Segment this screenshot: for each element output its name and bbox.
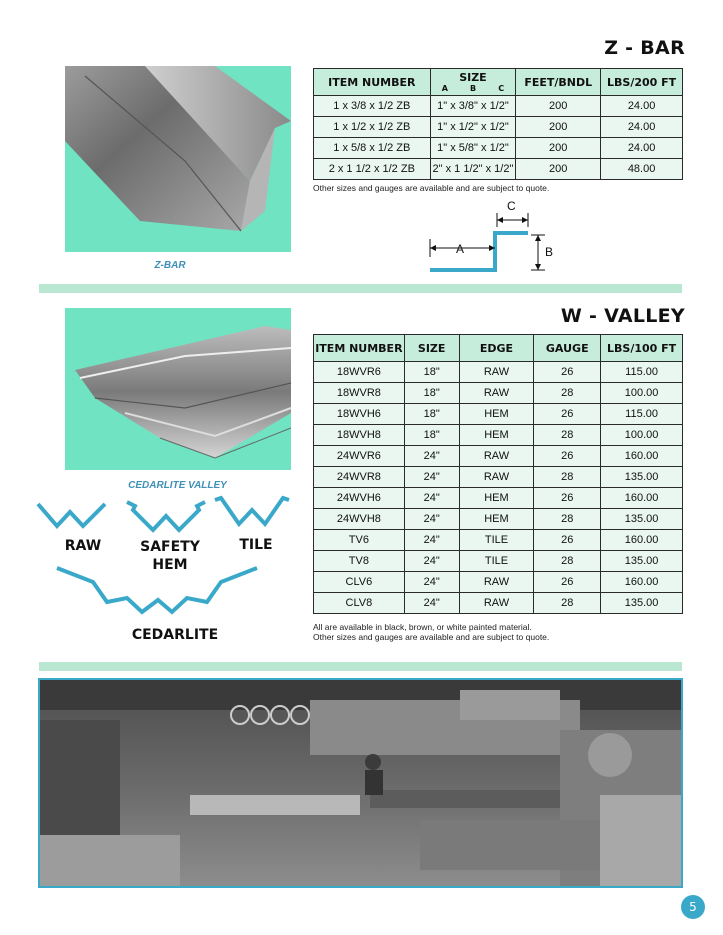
wvalley-size-cell: 24" [404, 488, 459, 509]
safety-hem-profile-shape [127, 502, 205, 530]
zbar-col-feet: FEET/BNDL [516, 69, 601, 96]
workshop-photo [38, 678, 683, 888]
wvalley-gauge-cell: 28 [534, 593, 601, 614]
table-row [314, 159, 683, 180]
wvalley-caption: CEDARLITE VALLEY [128, 480, 227, 491]
zbar-product-image [65, 66, 291, 252]
zbar-col-size-c: C [498, 83, 505, 93]
table-row [314, 551, 683, 572]
wvalley-item-cell: CLV6 [314, 572, 405, 593]
zbar-lbs-cell: 24.00 [601, 96, 683, 117]
wvalley-col-edge: EDGE [459, 335, 534, 362]
wvalley-gauge-cell: 26 [534, 404, 601, 425]
wvalley-lbs-cell: 115.00 [601, 362, 683, 383]
tile-label: TILE [239, 537, 273, 553]
wvalley-size-cell: 24" [404, 467, 459, 488]
raw-label: RAW [64, 538, 102, 554]
wvalley-col-size: SIZE [404, 335, 459, 362]
safety-label: SAFETY [140, 539, 200, 555]
wvalley-edge-cell: RAW [459, 383, 534, 404]
wvalley-lbs-cell: 100.00 [601, 383, 683, 404]
wvalley-col-gauge: GAUGE [534, 335, 601, 362]
wvalley-lbs-cell: 135.00 [601, 593, 683, 614]
wvalley-item-cell: 24WVR8 [314, 467, 405, 488]
zbar-item-cell: 1 x 5/8 x 1/2 ZB [314, 138, 431, 159]
wvalley-item-cell: CLV8 [314, 593, 405, 614]
zbar-feet-cell: 200 [516, 159, 601, 180]
wvalley-item-cell: 18WVH8 [314, 425, 405, 446]
table-row [314, 572, 683, 593]
tile-profile-shape [215, 498, 289, 524]
wvalley-item-cell: 18WVR8 [314, 383, 405, 404]
wvalley-edge-cell: RAW [459, 467, 534, 488]
wvalley-lbs-cell: 135.00 [601, 551, 683, 572]
table-row [314, 138, 683, 159]
wvalley-lbs-cell: 160.00 [601, 488, 683, 509]
wvalley-item-cell: 24WVR6 [314, 446, 405, 467]
wvalley-item-cell: 18WVR6 [314, 362, 405, 383]
zbar-item-cell: 1 x 1/2 x 1/2 ZB [314, 117, 431, 138]
wvalley-size-cell: 24" [404, 593, 459, 614]
wvalley-gauge-cell: 28 [534, 509, 601, 530]
zbar-col-size [430, 69, 516, 96]
wvalley-lbs-cell: 160.00 [601, 572, 683, 593]
wvalley-size-cell: 24" [404, 530, 459, 551]
wvalley-edge-cell: TILE [459, 530, 534, 551]
wvalley-item-cell: 18WVH6 [314, 404, 405, 425]
zbar-dim-b: B [545, 245, 554, 259]
wvalley-edge-cell: HEM [459, 488, 534, 509]
wvalley-header-row [314, 335, 683, 362]
wvalley-size-cell: 24" [404, 509, 459, 530]
cedarlite-profile-shape [57, 568, 257, 612]
table-row [314, 404, 683, 425]
zbar-lbs-cell: 24.00 [601, 138, 683, 159]
wvalley-gauge-cell: 28 [534, 383, 601, 404]
table-row [314, 96, 683, 117]
wvalley-lbs-cell: 115.00 [601, 404, 683, 425]
wvalley-size-cell: 24" [404, 551, 459, 572]
wvalley-gauge-cell: 28 [534, 425, 601, 446]
wvalley-lbs-cell: 160.00 [601, 530, 683, 551]
wvalley-gauge-cell: 28 [534, 551, 601, 572]
wvalley-item-cell: TV8 [314, 551, 405, 572]
wvalley-edge-cell: HEM [459, 404, 534, 425]
wvalley-product-image [65, 308, 291, 470]
zbar-size-cell: 1" x 5/8" x 1/2" [430, 138, 516, 159]
zbar-dim-c: C [507, 199, 516, 213]
zbar-item-cell: 2 x 1 1/2 x 1/2 ZB [314, 159, 431, 180]
table-row [314, 467, 683, 488]
wvalley-size-cell: 24" [404, 572, 459, 593]
zbar-lbs-cell: 24.00 [601, 117, 683, 138]
table-row [314, 530, 683, 551]
zbar-col-size-a: A [441, 83, 448, 93]
table-row [314, 362, 683, 383]
wvalley-item-cell: 24WVH6 [314, 488, 405, 509]
wvalley-table [313, 334, 683, 614]
zbar-size-cell: 2" x 1 1/2" x 1/2" [430, 159, 516, 180]
wvalley-lbs-cell: 100.00 [601, 425, 683, 446]
raw-profile-shape [38, 504, 105, 526]
zbar-dim-a: A [456, 242, 465, 256]
wvalley-gauge-cell: 26 [534, 488, 601, 509]
safety-hem-label [130, 538, 210, 574]
table-row [314, 117, 683, 138]
wvalley-edge-cell: HEM [459, 425, 534, 446]
zbar-col-lbs: LBS/200 FT [601, 69, 683, 96]
zbar-caption: Z-BAR [154, 260, 186, 271]
zbar-feet-cell: 200 [516, 138, 601, 159]
wvalley-edge-cell: RAW [459, 446, 534, 467]
zbar-feet-cell: 200 [516, 117, 601, 138]
wvalley-gauge-cell: 26 [534, 446, 601, 467]
wvalley-note-sizes: Other sizes and gauges are available and are subject to quote. [313, 632, 550, 642]
wvalley-lbs-cell: 135.00 [601, 509, 683, 530]
table-row [314, 488, 683, 509]
wvalley-size-cell: 18" [404, 383, 459, 404]
zbar-note: Other sizes and gauges are available and are subject to quote. [313, 183, 550, 193]
wvalley-note-paint: All are available in black, brown, or white painted material. [313, 622, 532, 632]
zbar-feet-cell: 200 [516, 96, 601, 117]
wvalley-lbs-cell: 135.00 [601, 467, 683, 488]
section-divider [39, 662, 682, 671]
zbar-col-size-label: SIZE [459, 70, 487, 84]
wvalley-edge-cell: TILE [459, 551, 534, 572]
zbar-title: Z - BAR [604, 37, 685, 59]
wvalley-gauge-cell: 26 [534, 362, 601, 383]
wvalley-item-cell: TV6 [314, 530, 405, 551]
wvalley-edge-cell: RAW [459, 572, 534, 593]
zbar-header-row [314, 69, 683, 96]
wvalley-size-cell: 18" [404, 362, 459, 383]
zbar-col-item: ITEM NUMBER [314, 69, 431, 96]
wvalley-item-cell: 24WVH8 [314, 509, 405, 530]
section-divider [39, 284, 682, 293]
table-row [314, 509, 683, 530]
cedarlite-label: CEDARLITE [131, 627, 219, 643]
table-row [314, 593, 683, 614]
table-row [314, 383, 683, 404]
table-row [314, 425, 683, 446]
wvalley-size-cell: 24" [404, 446, 459, 467]
wvalley-gauge-cell: 28 [534, 467, 601, 488]
zbar-table [313, 68, 683, 180]
zbar-size-cell: 1" x 3/8" x 1/2" [430, 96, 516, 117]
table-row [314, 446, 683, 467]
wvalley-lbs-cell: 160.00 [601, 446, 683, 467]
page-number: 5 [681, 895, 705, 919]
wvalley-col-lbs: LBS/100 FT [601, 335, 683, 362]
wvalley-size-cell: 18" [404, 425, 459, 446]
wvalley-edge-cell: RAW [459, 362, 534, 383]
wvalley-gauge-cell: 26 [534, 530, 601, 551]
zbar-item-cell: 1 x 3/8 x 1/2 ZB [314, 96, 431, 117]
zbar-dimension-diagram [425, 195, 565, 280]
wvalley-col-item: ITEM NUMBER [314, 335, 405, 362]
zbar-size-cell: 1" x 1/2" x 1/2" [430, 117, 516, 138]
wvalley-edge-cell: RAW [459, 593, 534, 614]
zbar-col-size-b: B [470, 83, 477, 93]
wvalley-title: W - VALLEY [560, 305, 685, 327]
zbar-lbs-cell: 48.00 [601, 159, 683, 180]
hem-label: HEM [152, 557, 188, 573]
wvalley-gauge-cell: 26 [534, 572, 601, 593]
wvalley-edge-cell: HEM [459, 509, 534, 530]
wvalley-size-cell: 18" [404, 404, 459, 425]
